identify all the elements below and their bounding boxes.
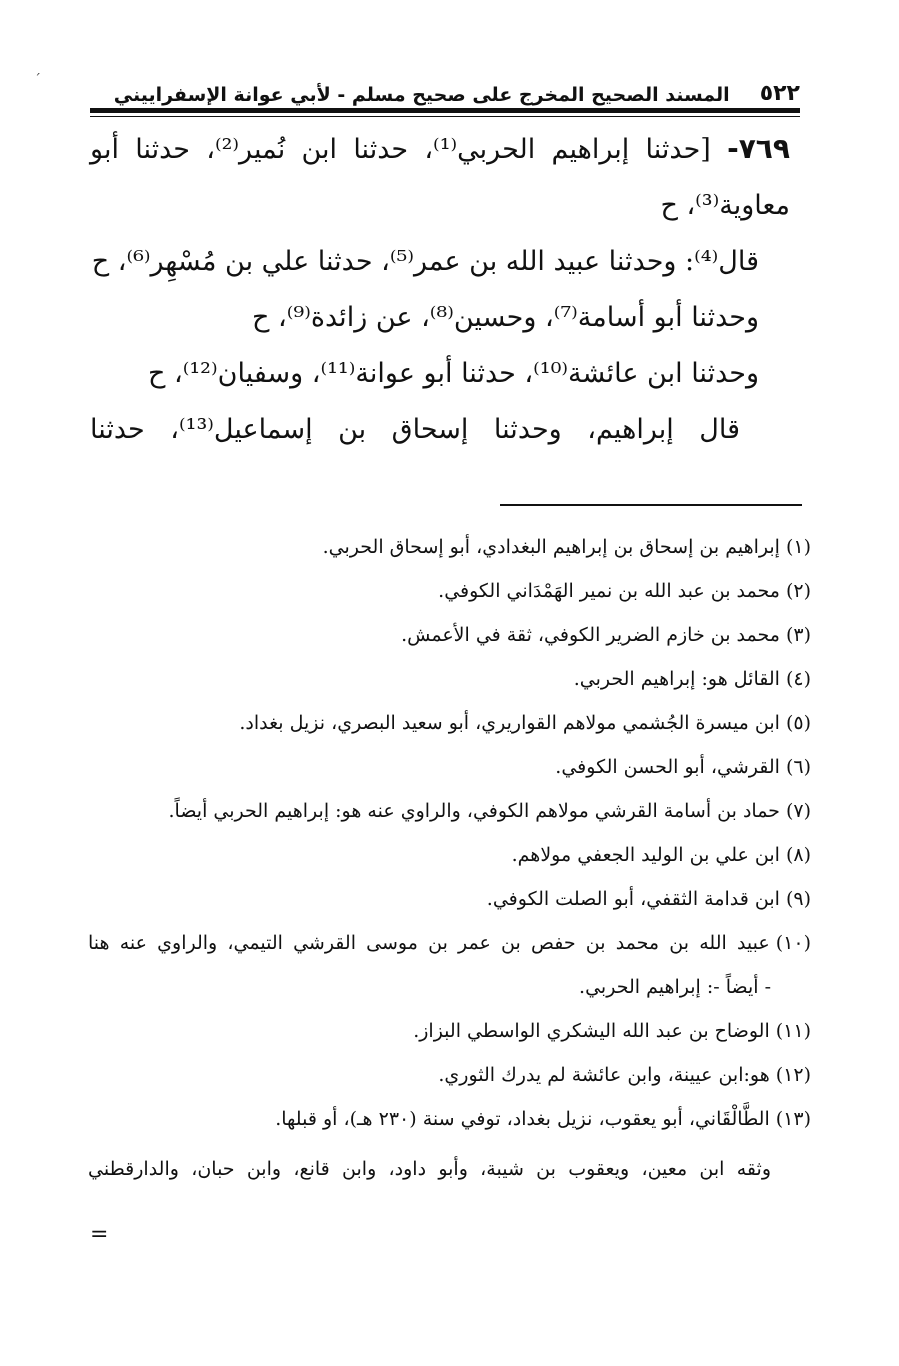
footnote-4: (٤)القائل هو: إبراهيم الحربي. (573, 668, 811, 690)
continuation-mark: = (90, 1222, 109, 1247)
hadith-line-2: معاوية⁽³⁾، ح (660, 190, 790, 221)
footnote-7: (٧)حماد بن أسامة القرشي مولاهم الكوفي، والراوي عنه هو: إبراهيم الحربي أيضاً. (168, 800, 811, 822)
footnote-6: (٦)القرشي، أبو الحسن الكوفي. (555, 756, 811, 778)
footnote-10-cont: - أيضاً -: إبراهيم الحربي. (579, 976, 771, 998)
hadith-line-1: ٧٦٩- [حدثنا إبراهيم الحربي⁽¹⁾، حدثنا ابن نُمير⁽²⁾، حدثنا أبو (90, 132, 790, 165)
hadith-line-5: وحدثنا ابن عائشة⁽¹⁰⁾، حدثنا أبو عوانة⁽¹¹⁾، وسفيان⁽¹²⁾، ح (148, 358, 759, 389)
footnote-3: (٣)محمد بن خازم الضرير الكوفي، ثقة في الأعمش. (401, 624, 811, 646)
page-header (90, 66, 800, 106)
scan-mark: ˊ (34, 72, 41, 88)
hadith-line-6: قال إبراهيم، وحدثنا إسحاق بن إسماعيل⁽¹³⁾، حدثنا (90, 414, 740, 445)
footnote-10: (١٠)عبيد الله بن محمد بن حفص بن عمر بن موسى القرشي التيمي، والراوي عنه هنا (88, 932, 811, 954)
header-rule-thick (90, 108, 800, 113)
hadith-line-4: وحدثنا أبو أسامة⁽⁷⁾، وحسين⁽⁸⁾، عن زائدة⁽⁹⁾، ح (252, 302, 759, 333)
footnote-12: (١٢)هو:ابن عيينة، وابن عائشة لم يدرك الثوري. (438, 1064, 811, 1086)
footnote-8: (٨)ابن علي بن الوليد الجعفي مولاهم. (511, 844, 811, 866)
hadith-line-3: قال⁽⁴⁾: وحدثنا عبيد الله بن عمر⁽⁵⁾، حدثنا علي بن مُسْهِر⁽⁶⁾، ح (91, 246, 759, 277)
hadith-number: ٧٦٩- (727, 132, 790, 165)
footnote-1: (١)إبراهيم بن إسحاق بن إبراهيم البغدادي، أبو إسحاق الحربي. (322, 536, 811, 558)
footnote-13-cont: وثقه ابن معين، ويعقوب بن شيبة، وأبو داود، وابن قانع، وابن حبان، والدارقطني (88, 1158, 771, 1180)
running-title: المسند الصحيح المخرج على صحيح مسلم - لأبي عوانة الإسفراييني (113, 84, 730, 106)
footnote-5: (٥)ابن ميسرة الجُشمي مولاهم القواريري، أبو سعيد البصري، نزيل بغداد. (239, 712, 811, 734)
footnote-11: (١١)الوضاح بن عبد الله اليشكري الواسطي البزاز. (413, 1020, 811, 1042)
header-rule-thin (90, 116, 800, 117)
footnote-separator (500, 504, 802, 506)
footnote-2: (٢)محمد بن عبد الله بن نمير الهَمْدَاني الكوفي. (438, 580, 811, 602)
page-number: ٥٢٢ (759, 81, 800, 106)
footnote-9: (٩)ابن قدامة الثقفي، أبو الصلت الكوفي. (486, 888, 811, 910)
footnote-13: (١٣)الطَّالْقَاني، أبو يعقوب، نزيل بغداد، توفي سنة (٢٣٠ هـ)، أو قبلها. (275, 1108, 811, 1130)
